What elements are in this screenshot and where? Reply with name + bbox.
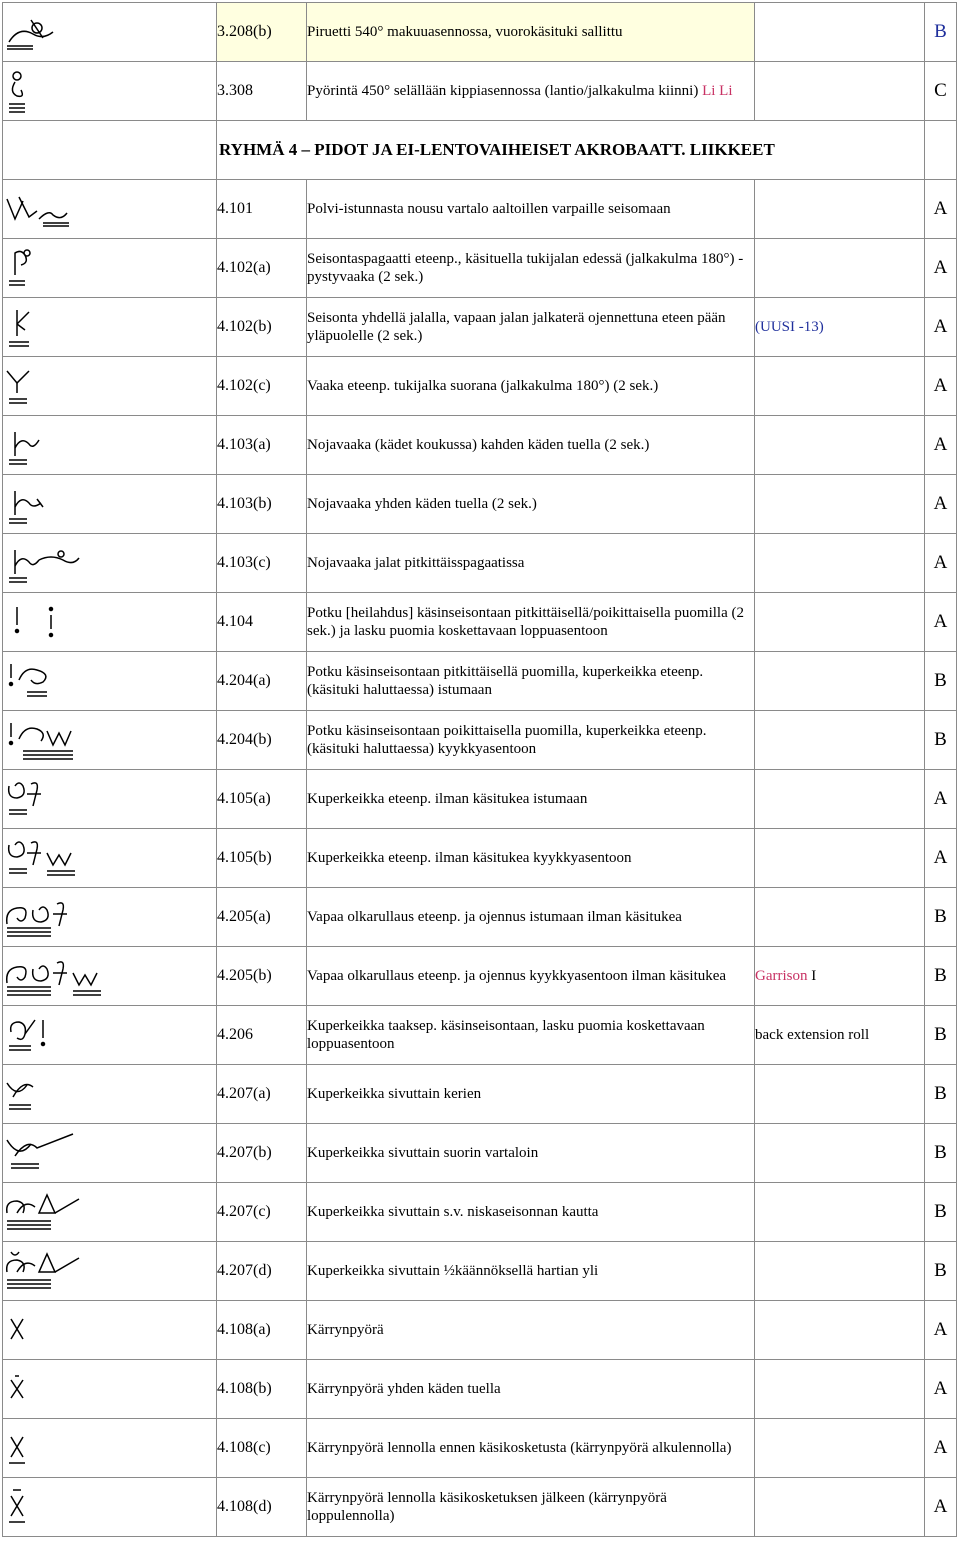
element-note xyxy=(755,1242,925,1301)
table-row xyxy=(3,1124,957,1183)
element-code: 4.101 xyxy=(217,180,307,239)
element-note xyxy=(755,1478,925,1537)
element-code: 3.208(b) xyxy=(217,3,307,62)
element-symbol xyxy=(3,711,217,770)
element-value: A xyxy=(925,298,957,357)
element-symbol xyxy=(3,1124,217,1183)
element-code: 4.102(b) xyxy=(217,298,307,357)
element-code: 3.308 xyxy=(217,62,307,121)
element-description: Vapaa olkarullaus eteenp. ja ojennus kyykkyasentoon ilman käsitukea xyxy=(307,947,755,1006)
table-row xyxy=(3,1065,957,1124)
kick-roll-squat-symbol-icon xyxy=(3,717,93,763)
table-row xyxy=(3,62,957,121)
element-note xyxy=(755,888,925,947)
element-symbol xyxy=(3,416,217,475)
element-code: 4.207(a) xyxy=(217,1065,307,1124)
element-description: Kärrynpyörä lennolla käsikosketuksen jälkeen (kärrynpyörä loppulennolla) xyxy=(307,1478,755,1537)
element-symbol xyxy=(3,298,217,357)
table-row xyxy=(3,239,957,298)
element-code: 4.105(a) xyxy=(217,770,307,829)
forward-roll-squat-symbol-icon xyxy=(3,835,93,881)
wave-rise-symbol-icon xyxy=(3,189,83,229)
table-row xyxy=(3,180,957,239)
table-row xyxy=(3,1301,957,1360)
element-value: A xyxy=(925,1419,957,1478)
element-description: Kärrynpyörä yhden käden tuella xyxy=(307,1360,755,1419)
table-row xyxy=(3,475,957,534)
forward-roll-sit-symbol-icon xyxy=(3,776,63,822)
element-value: C xyxy=(925,62,957,121)
element-note: (UUSI -13) xyxy=(755,298,925,357)
element-description: Kärrynpyörä xyxy=(307,1301,755,1360)
element-value xyxy=(925,121,957,180)
element-value: A xyxy=(925,475,957,534)
element-description: Seisontaspagaatti eteenp., käsituella tukijalan edessä (jalkakulma 180°) - pystyvaaka (2 sek.) xyxy=(307,239,755,298)
table-row xyxy=(3,829,957,888)
table-row xyxy=(3,888,957,947)
element-description: Nojavaaka (kädet koukussa) kahden käden tuella (2 sek.) xyxy=(307,416,755,475)
element-symbol xyxy=(3,888,217,947)
element-code: 4.102(c) xyxy=(217,357,307,416)
element-description: Kuperkeikka sivuttain s.v. niskaseisonnan kautta xyxy=(307,1183,755,1242)
element-note xyxy=(755,1419,925,1478)
side-roll-tuck-symbol-icon xyxy=(3,1071,63,1117)
group-heading: RYHMÄ 4 – PIDOT JA EI-LENTOVAIHEISET AKROBAATT. LIIKKEET xyxy=(217,121,925,180)
element-description: Kuperkeikka sivuttain ½käännöksellä hartian yli xyxy=(307,1242,755,1301)
element-value: A xyxy=(925,416,957,475)
element-symbol xyxy=(3,652,217,711)
element-value: A xyxy=(925,180,957,239)
element-code: 4.207(d) xyxy=(217,1242,307,1301)
element-description: Vaaka eteenp. tukijalka suorana (jalkakulma 180°) (2 sek.) xyxy=(307,357,755,416)
element-note xyxy=(755,534,925,593)
element-note xyxy=(755,475,925,534)
element-value: B xyxy=(925,1065,957,1124)
element-description: Potku [heilahdus] käsinseisontaan pitkittäisellä/poikittaisella puomilla (2 sek.) ja lasku puomia koskettavaan loppuasentoon xyxy=(307,593,755,652)
side-roll-neckstand-symbol-icon xyxy=(3,1189,93,1235)
note-suffix: I xyxy=(807,968,817,984)
cartwheel-flight-after-symbol-icon xyxy=(3,1484,43,1530)
element-note xyxy=(755,1183,925,1242)
element-value: B xyxy=(925,3,957,62)
element-value: B xyxy=(925,1183,957,1242)
element-value: A xyxy=(925,534,957,593)
table-row xyxy=(3,1478,957,1537)
table-row xyxy=(3,357,957,416)
element-description: Kuperkeikka taaksep. käsinseisontaan, lasku puomia koskettavaan loppuasentoon xyxy=(307,1006,755,1065)
element-symbol xyxy=(3,180,217,239)
table-row xyxy=(3,770,957,829)
pirouette-symbol-icon xyxy=(3,12,83,52)
cartwheel-one-arm-symbol-icon xyxy=(3,1366,43,1412)
element-value: A xyxy=(925,829,957,888)
element-value: B xyxy=(925,652,957,711)
one-leg-stand-symbol-icon xyxy=(3,304,63,350)
standing-split-symbol-icon xyxy=(3,245,63,291)
element-description: Kuperkeikka eteenp. ilman käsitukea kyykkyasentoon xyxy=(307,829,755,888)
element-description: Polvi-istunnasta nousu vartalo aaltoillen varpaille seisomaan xyxy=(307,180,755,239)
planche-split-symbol-icon xyxy=(3,540,103,586)
element-value: A xyxy=(925,770,957,829)
element-value: A xyxy=(925,1301,957,1360)
element-symbol xyxy=(3,534,217,593)
element-symbol xyxy=(3,475,217,534)
element-code: 4.108(d) xyxy=(217,1478,307,1537)
element-value: B xyxy=(925,947,957,1006)
element-value: B xyxy=(925,1124,957,1183)
element-code: 4.103(c) xyxy=(217,534,307,593)
scale-symbol-icon xyxy=(3,363,63,409)
shoulder-roll-squat-symbol-icon xyxy=(3,953,123,999)
element-symbol xyxy=(3,593,217,652)
table-row xyxy=(3,1006,957,1065)
element-symbol xyxy=(3,1242,217,1301)
desc-text: Pyörintä 450° selällään kippiasennossa (lantio/jalkakulma kiinni) xyxy=(307,83,699,99)
spin-symbol-icon xyxy=(3,68,83,114)
element-code: 4.204(a) xyxy=(217,652,307,711)
table-row xyxy=(3,3,957,62)
element-note xyxy=(755,593,925,652)
element-code: 4.104 xyxy=(217,593,307,652)
element-symbol xyxy=(3,121,217,180)
element-symbol xyxy=(3,947,217,1006)
element-symbol xyxy=(3,62,217,121)
table-row xyxy=(3,711,957,770)
shoulder-roll-sit-symbol-icon xyxy=(3,894,93,940)
element-symbol xyxy=(3,3,217,62)
element-value: B xyxy=(925,1242,957,1301)
element-description: Kuperkeikka sivuttain suorin vartaloin xyxy=(307,1124,755,1183)
table-row xyxy=(3,1242,957,1301)
element-symbol xyxy=(3,357,217,416)
element-symbol xyxy=(3,1478,217,1537)
element-note xyxy=(755,1360,925,1419)
element-value: B xyxy=(925,711,957,770)
element-description: Seisonta yhdellä jalalla, vapaan jalan jalkaterä ojennettuna eteen pään yläpuolelle (2 sek.) xyxy=(307,298,755,357)
element-note xyxy=(755,239,925,298)
table-row xyxy=(3,593,957,652)
element-value: A xyxy=(925,1478,957,1537)
element-note xyxy=(755,711,925,770)
cartwheel-flight-before-symbol-icon xyxy=(3,1425,43,1471)
element-code: 4.205(a) xyxy=(217,888,307,947)
element-value: B xyxy=(925,1006,957,1065)
element-symbol xyxy=(3,1301,217,1360)
element-code: 4.207(b) xyxy=(217,1124,307,1183)
element-symbol xyxy=(3,1006,217,1065)
table-row xyxy=(3,1360,957,1419)
table-row xyxy=(3,534,957,593)
element-value: A xyxy=(925,357,957,416)
cartwheel-symbol-icon xyxy=(3,1307,43,1353)
element-code: 4.205(b) xyxy=(217,947,307,1006)
element-code: 4.207(c) xyxy=(217,1183,307,1242)
element-note xyxy=(755,947,925,1006)
element-value: A xyxy=(925,1360,957,1419)
element-description: Nojavaaka yhden käden tuella (2 sek.) xyxy=(307,475,755,534)
side-roll-straight-symbol-icon xyxy=(3,1130,93,1176)
element-code: 4.108(a) xyxy=(217,1301,307,1360)
element-description: Nojavaaka jalat pitkittäisspagaatissa xyxy=(307,534,755,593)
element-note xyxy=(755,416,925,475)
note-name: Garrison xyxy=(755,968,808,984)
element-value: A xyxy=(925,239,957,298)
element-note xyxy=(755,3,925,62)
element-symbol xyxy=(3,1065,217,1124)
element-note xyxy=(755,652,925,711)
element-symbol xyxy=(3,1183,217,1242)
element-description xyxy=(307,62,755,121)
side-roll-half-turn-symbol-icon xyxy=(3,1248,93,1294)
element-symbol xyxy=(3,1419,217,1478)
element-description: Vapaa olkarullaus eteenp. ja ojennus istumaan ilman käsitukea xyxy=(307,888,755,947)
table-row xyxy=(3,298,957,357)
element-description: Potku käsinseisontaan pitkittäisellä puomilla, kuperkeikka eteenp. (käsituki haluttaessa) istumaan xyxy=(307,652,755,711)
element-note xyxy=(755,770,925,829)
planche-two-arms-symbol-icon xyxy=(3,422,63,468)
element-code: 4.103(b) xyxy=(217,475,307,534)
table-row xyxy=(3,947,957,1006)
element-description: Kuperkeikka eteenp. ilman käsitukea istumaan xyxy=(307,770,755,829)
element-code: 4.103(a) xyxy=(217,416,307,475)
backward-roll-handstand-symbol-icon xyxy=(3,1012,83,1058)
element-value: A xyxy=(925,593,957,652)
element-note xyxy=(755,1065,925,1124)
element-note xyxy=(755,180,925,239)
elements-table xyxy=(2,2,957,1537)
element-note xyxy=(755,1301,925,1360)
element-note xyxy=(755,357,925,416)
table-row xyxy=(3,121,957,180)
desc-suffix: Li Li xyxy=(702,83,733,99)
kick-roll-sit-symbol-icon xyxy=(3,658,83,704)
element-code: 4.105(b) xyxy=(217,829,307,888)
element-symbol xyxy=(3,239,217,298)
element-description: Kärrynpyörä lennolla ennen käsikosketusta (kärrynpyörä alkulennolla) xyxy=(307,1419,755,1478)
element-value: B xyxy=(925,888,957,947)
table-row xyxy=(3,1183,957,1242)
element-symbol xyxy=(3,1360,217,1419)
handstand-symbol-icon xyxy=(3,599,83,645)
element-code: 4.108(b) xyxy=(217,1360,307,1419)
table-row xyxy=(3,652,957,711)
element-description: Kuperkeikka sivuttain kerien xyxy=(307,1065,755,1124)
element-code: 4.108(c) xyxy=(217,1419,307,1478)
element-symbol xyxy=(3,770,217,829)
element-note: back extension roll xyxy=(755,1006,925,1065)
element-description: Potku käsinseisontaan poikittaisella puomilla, kuperkeikka eteenp. (käsituki haluttaessa) kyykkyasentoon xyxy=(307,711,755,770)
planche-one-arm-symbol-icon xyxy=(3,481,63,527)
element-symbol xyxy=(3,829,217,888)
element-code: 4.204(b) xyxy=(217,711,307,770)
element-code: 4.102(a) xyxy=(217,239,307,298)
element-note xyxy=(755,829,925,888)
table-row xyxy=(3,1419,957,1478)
element-note xyxy=(755,1124,925,1183)
table-row xyxy=(3,416,957,475)
element-note xyxy=(755,62,925,121)
element-code: 4.206 xyxy=(217,1006,307,1065)
element-description: Piruetti 540° makuuasennossa, vuorokäsituki sallittu xyxy=(307,3,755,62)
